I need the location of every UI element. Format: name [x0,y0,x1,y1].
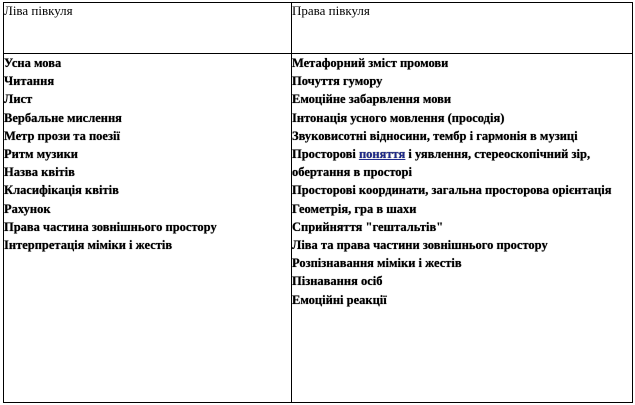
list-item: Ліва та права частини зовнішнього простору [292,238,548,253]
list-item: Емоційні реакції [292,292,387,307]
left-hemisphere-list [4,54,291,254]
list-item: Пізнавання осіб [292,274,383,289]
list-item: Ритм музики [4,147,79,162]
list-item: Просторові координати, загальна просторова орієнтація [292,183,612,198]
header-row [4,3,633,54]
list-item: Назва квітів [4,165,75,180]
list-item: Звуковисотні відносини, тембр і гармонія в музиці [292,128,578,143]
list-item: Емоційне забарвлення мови [292,92,452,107]
list-item: Інтерпретація міміки і жестів [4,238,173,253]
list-item: Рахунок [4,201,51,216]
body-row [4,54,633,403]
list-item: Сприйняття "гештальтів" [292,219,444,234]
concept-link[interactable]: поняття [358,147,406,162]
list-item-text-after: і уявлення, стереоскопічний зір, обертання в просторі [292,147,591,180]
list-item: Геометрія, гра в шахи [292,201,417,216]
list-item: Читання [4,74,55,89]
left-header: Ліва півкуля [4,3,292,54]
list-item: Інтонація усного мовлення (просодія) [292,110,505,125]
left-cell [4,54,292,403]
list-item: Почуття гумору [292,74,383,89]
list-item: Права частина зовнішнього простору [4,219,217,234]
list-item: Вербальне мислення [4,110,122,125]
list-item: Лист [4,92,33,107]
list-item: Метр прози та поезії [4,128,120,143]
right-cell [292,54,633,403]
right-header: Права півкуля [292,3,633,54]
list-item: Метафорний зміст промови [292,56,449,70]
hemispheres-table [3,2,633,403]
right-hemisphere-list [292,54,632,309]
list-item-text-before: Просторові [292,147,359,162]
list-item: Класифікація квітів [4,183,119,198]
list-item: Усна мова [4,56,62,70]
list-item [292,145,632,181]
list-item: Розпізнавання міміки і жестів [292,256,462,271]
